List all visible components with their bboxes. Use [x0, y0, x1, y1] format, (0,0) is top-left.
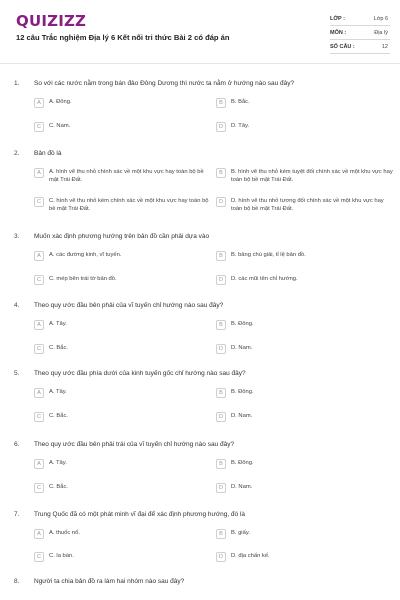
option-text: A. Tây. [49, 321, 67, 327]
option-letter: C [34, 275, 44, 285]
option-letter: D [216, 483, 226, 493]
option-letter: A [34, 168, 44, 178]
option-text: A. Tây. [49, 460, 67, 466]
option-b[interactable] [216, 529, 396, 539]
option-text: C. mép bên trái tờ bản đồ. [49, 276, 117, 282]
option-letter: D [216, 197, 226, 207]
quizizz-logo: QUIZIZZ [16, 12, 87, 30]
option-b[interactable] [216, 98, 396, 108]
option-letter: A [34, 388, 44, 398]
option-d[interactable] [216, 412, 396, 422]
option-letter: A [34, 529, 44, 539]
option-text: C. Bắc. [49, 484, 69, 490]
option-a[interactable] [34, 320, 214, 330]
meta-row-subject [330, 26, 390, 40]
option-a[interactable] [34, 98, 214, 108]
option-c[interactable] [34, 344, 214, 354]
option-text: C. hình vẽ thu nhỏ kém chính xác về một khu vực hay toàn bộ bề mặt Trái Đất. [49, 198, 209, 212]
option-b[interactable] [216, 251, 396, 261]
question-number: 3. [14, 233, 20, 240]
worksheet-header [0, 0, 400, 62]
question-number: 7. [14, 511, 20, 518]
question-text: Muốn xác định phương hướng trên bản đồ cần phải dựa vào [34, 233, 210, 240]
option-text: D. các mũi tên chỉ hướng. [231, 276, 298, 282]
option-c[interactable] [34, 412, 214, 422]
option-b[interactable] [216, 320, 396, 330]
question-text: Bản đồ là [34, 150, 62, 157]
option-letter: B [216, 251, 226, 261]
option-a[interactable] [34, 388, 214, 398]
option-a[interactable] [34, 251, 214, 261]
option-text: B. giấy. [231, 530, 250, 536]
option-d[interactable] [216, 344, 396, 354]
worksheet-meta [330, 12, 390, 54]
question-number: 8. [14, 578, 20, 585]
meta-row-class [330, 12, 390, 26]
option-b[interactable] [216, 388, 396, 398]
option-letter: B [216, 459, 226, 469]
option-letter: B [216, 98, 226, 108]
option-text: B. Đông. [231, 321, 254, 327]
option-text: D. hình vẽ thu nhỏ tương đối chính xác về một khu vực hay toàn bộ bề mặt Trái Đất. [231, 198, 384, 212]
option-text: B. Đông. [231, 460, 254, 466]
option-text: C. la bàn. [49, 553, 74, 559]
option-text: D. Tây. [231, 123, 250, 129]
option-letter: A [34, 98, 44, 108]
option-text: A. các đường kinh, vĩ tuyến. [49, 252, 122, 258]
question-number: 1. [14, 80, 20, 87]
option-text: B. hình vẽ thu nhỏ kém tuyệt đối chính xác về một khu vực hay toàn bộ bề mặt Trái Đất. [231, 169, 393, 183]
meta-value: 12 [381, 43, 388, 50]
option-b[interactable] [216, 459, 396, 469]
option-letter: D [216, 552, 226, 562]
option-text: B. Bắc. [231, 99, 250, 105]
option-letter: D [216, 344, 226, 354]
option-d[interactable] [216, 552, 396, 562]
option-letter: A [34, 320, 44, 330]
option-d[interactable] [216, 122, 396, 132]
meta-value: Địa lý [374, 29, 388, 36]
option-b[interactable] [216, 168, 396, 184]
option-text: A. Đông. [49, 99, 72, 105]
option-text: D. Nam. [231, 484, 253, 490]
option-letter: A [34, 459, 44, 469]
option-text: A. hình vẽ thu nhỏ chính xác về một khu vực hay toàn bộ bề mặt Trái Đất. [49, 169, 204, 183]
meta-key: LỚP : [330, 15, 345, 22]
option-text: C. Bắc. [49, 345, 69, 351]
option-text: B. bảng chú giải, tỉ lệ bản đồ. [231, 252, 306, 258]
option-a[interactable] [34, 529, 214, 539]
option-text: D. địa chấn kế. [231, 553, 270, 559]
option-c[interactable] [34, 483, 214, 493]
question-text: So với các nước nằm trong bán đảo Đông Dương thì nước ta nằm ở hướng nào sau đây? [34, 80, 295, 87]
option-letter: C [34, 122, 44, 132]
question-text: Người ta chia bản đồ ra làm hai nhóm nào sau đây? [34, 578, 185, 585]
question-number: 5. [14, 370, 20, 377]
option-letter: D [216, 122, 226, 132]
option-c[interactable] [34, 197, 214, 213]
question-number: 2. [14, 150, 20, 157]
option-text: A. Tây. [49, 389, 67, 395]
meta-value: Lớp 6 [373, 15, 388, 22]
option-letter: B [216, 529, 226, 539]
meta-key: MÔN : [330, 29, 347, 36]
header-divider [0, 63, 400, 64]
option-a[interactable] [34, 168, 214, 184]
option-text: B. Đông. [231, 389, 254, 395]
option-c[interactable] [34, 552, 214, 562]
option-a[interactable] [34, 459, 214, 469]
option-c[interactable] [34, 275, 214, 285]
option-text: A. thuốc nổ. [49, 530, 80, 536]
question-text: Theo quy ước đầu bên phải trái của vĩ tuyến chỉ hướng nào sau đây? [34, 441, 235, 448]
option-letter: D [216, 412, 226, 422]
option-letter: B [216, 388, 226, 398]
option-d[interactable] [216, 483, 396, 493]
question-text: Theo quy ước đầu phía dưới của kinh tuyến gốc chỉ hướng nào sau đây? [34, 370, 246, 377]
question-number: 4. [14, 302, 20, 309]
option-letter: D [216, 275, 226, 285]
question-number: 6. [14, 441, 20, 448]
option-letter: B [216, 320, 226, 330]
option-letter: C [34, 197, 44, 207]
option-letter: C [34, 483, 44, 493]
option-text: D. Nam. [231, 345, 253, 351]
meta-key: SỐ CÂU : [330, 43, 355, 50]
question-text: Trung Quốc đã có một phát minh vĩ đại để xác định phương hướng, đó là [34, 511, 246, 518]
meta-row-count [330, 40, 390, 54]
question-text: Theo quy ước đầu bên phải của vĩ tuyến chỉ hướng nào sau đây? [34, 302, 224, 309]
option-text: C. Bắc. [49, 413, 69, 419]
option-letter: C [34, 552, 44, 562]
option-text: D. Nam. [231, 413, 253, 419]
worksheet-title: 12 câu Trắc nghiệm Địa lý 6 Kết nối tri thức Bài 2 có đáp án [16, 33, 230, 42]
option-letter: C [34, 412, 44, 422]
option-d[interactable] [216, 275, 396, 285]
option-c[interactable] [34, 122, 214, 132]
option-d[interactable] [216, 197, 396, 213]
option-letter: B [216, 168, 226, 178]
option-text: C. Nam. [49, 123, 71, 129]
option-letter: C [34, 344, 44, 354]
option-letter: A [34, 251, 44, 261]
